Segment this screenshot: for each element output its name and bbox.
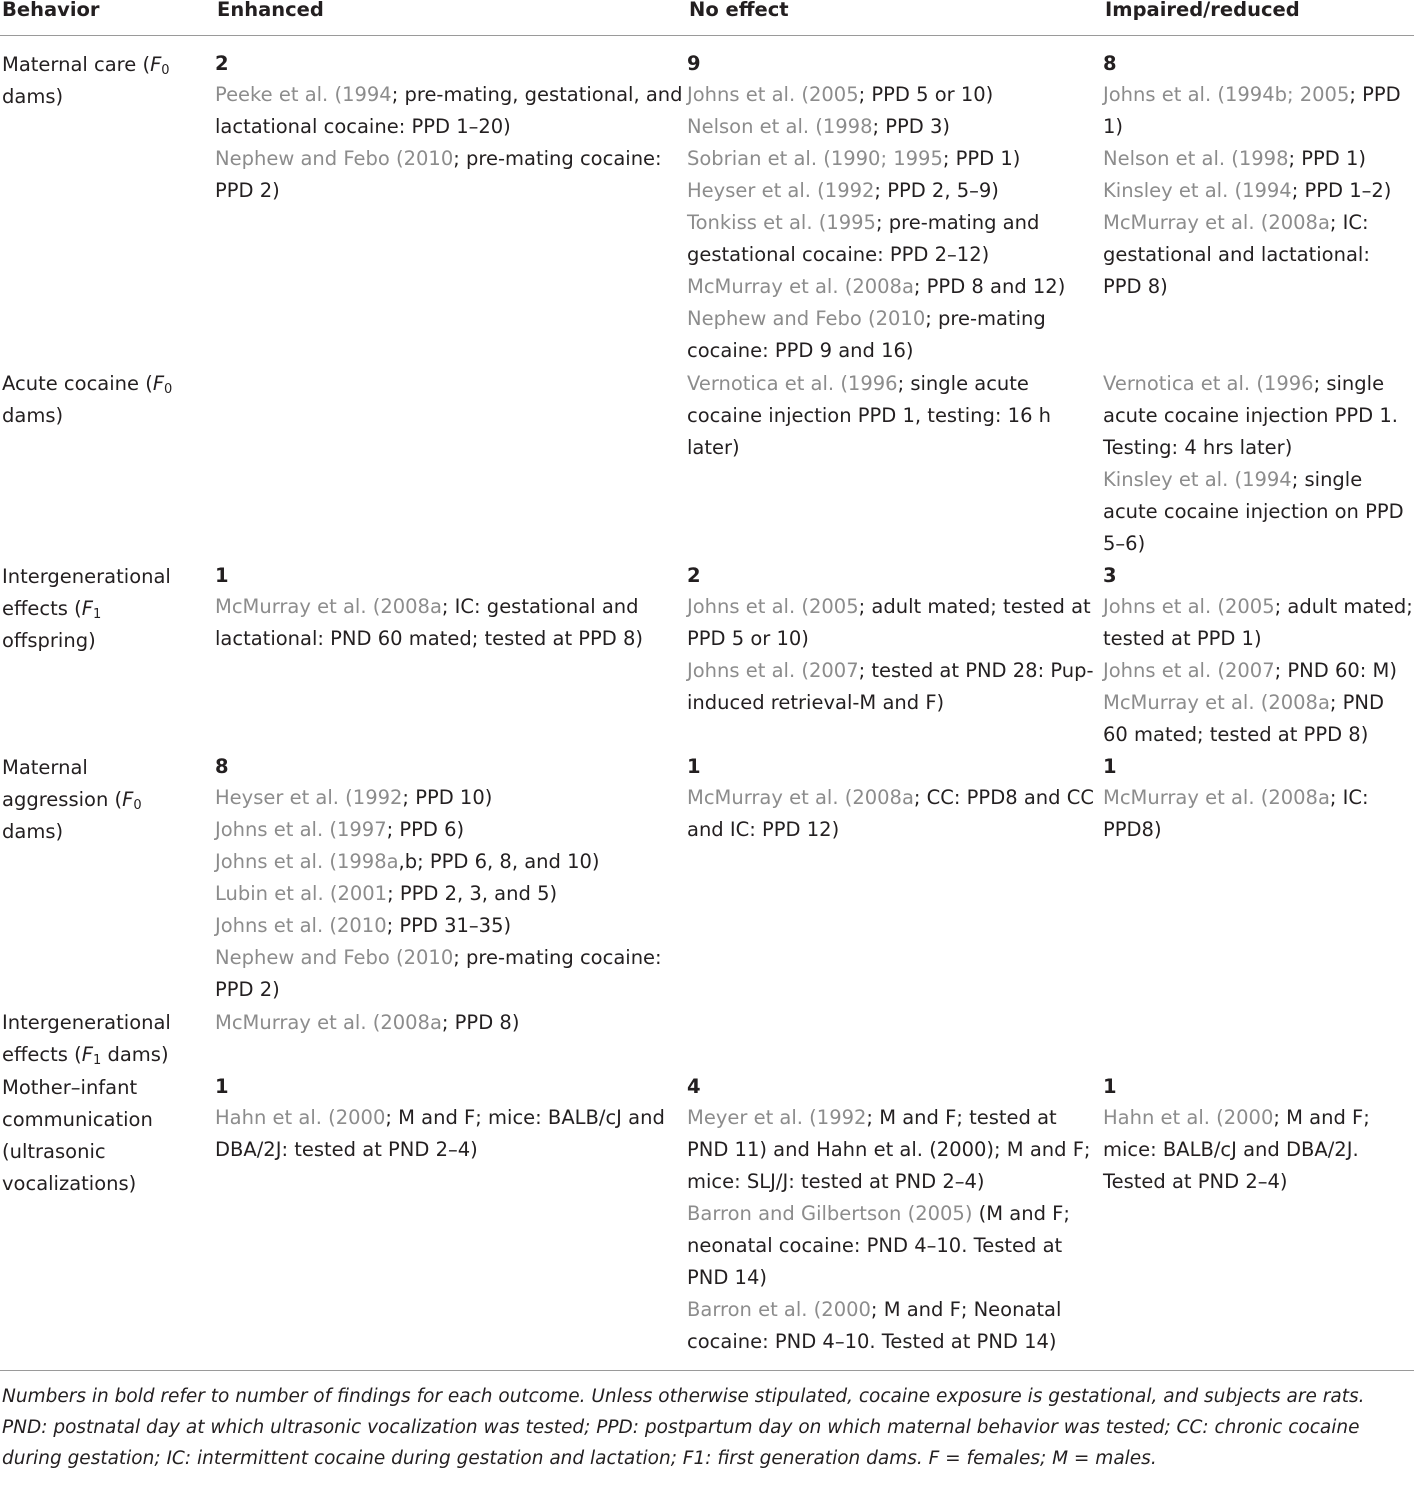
impaired-cell [1103, 560, 1414, 751]
reference [1103, 464, 1414, 560]
finding-count: 8 [1103, 52, 1117, 75]
reference-citation: Johns et al. (2007 [687, 659, 859, 682]
reference-citation: McMurray et al. (2008a [687, 275, 914, 298]
behavior-label-tail: offspring) [2, 629, 96, 652]
footnote-row [0, 1371, 1414, 1475]
reference [215, 1102, 687, 1166]
reference [687, 368, 1103, 464]
reference-citation: Vernotica et al. (1996 [1103, 372, 1314, 395]
behavior-label: Intergenerational effects ( [2, 565, 171, 620]
behavior-label: Maternal care ( [2, 53, 151, 76]
reference-note: ; PPD 1–2) [1291, 179, 1392, 202]
reference-note: ; IC: gestational and lactational: PND 60 mated; tested at PPD 8) [215, 595, 644, 650]
reference-note: ; PND 60: M) [1274, 659, 1397, 682]
finding-count: 2 [215, 52, 229, 75]
behavior-generation-index: 1 [92, 1053, 102, 1068]
behavior-label-tail: dams) [2, 820, 64, 843]
reference-citation: McMurray et al. (2008a [1103, 211, 1330, 234]
reference-citation: Johns et al. (2005 [1103, 595, 1275, 618]
reference [687, 271, 1103, 303]
table-row [0, 560, 1414, 751]
behavior-generation-index: 0 [164, 382, 173, 397]
reference-citation: Johns et al. (2005 [687, 595, 859, 618]
finding-count: 1 [215, 1075, 229, 1098]
behavior-generation: F [81, 1043, 93, 1066]
reference [1103, 143, 1414, 175]
reference [1103, 591, 1414, 655]
reference-note: ; pre-mating, gestational, and lactational cocaine: PPD 1–20) [215, 83, 683, 138]
behavior-label: Intergenerational effects ( [2, 1011, 171, 1066]
reference-citation: McMurray et al. (2008a [1103, 691, 1330, 714]
reference [687, 175, 1103, 207]
reference-note: ; PPD 31–35) [386, 914, 512, 937]
reference-citation: McMurray et al. (2008a [215, 595, 442, 618]
footnote [0, 1371, 1414, 1475]
behavior-generation-index: 1 [92, 607, 102, 622]
enhanced-cell [215, 560, 687, 751]
reference [687, 591, 1103, 655]
impaired-cell [1103, 751, 1414, 1006]
reference-note: ; PPD 1) [1288, 147, 1367, 170]
reference-citation: Nelson et al. (1998 [1103, 147, 1289, 170]
header-enhanced: Enhanced [215, 0, 687, 36]
reference [687, 303, 1103, 367]
reference-note: ; CC: PPD8 and CC and IC: PPD 12) [687, 786, 1094, 841]
reference-citation: Barron et al. (2000 [687, 1298, 871, 1321]
reference [687, 207, 1103, 271]
footnote-text: Numbers in bold refer to number of findings for each outcome. Unless otherwise stipulated, cocaine exposure is gestational, and subjects are rats. PND: postnatal day at which ultrasonic vocalization was tested; PPD: postpartum day on which maternal behavior was tested; CC: chronic cocaine during gestation; IC: intermittent cocaine during gestation and lactation; F1: first generation dams. F = females; M = males. [2, 1386, 1365, 1469]
reference [1103, 175, 1414, 207]
reference [1103, 655, 1414, 687]
reference-citation: Barron and Gilbertson (2005) [687, 1202, 973, 1225]
enhanced-cell [215, 1006, 687, 1071]
reference-citation: Sobrian et al. (1990; 1995 [687, 147, 943, 170]
header-no-effect: No effect [687, 0, 1103, 36]
enhanced-cell [215, 1071, 687, 1371]
reference-note: ; M and F; Neonatal cocaine: PND 4–10. Tested at PND 14) [687, 1298, 1062, 1353]
reference-citation: Tonkiss et al. (1995 [687, 211, 876, 234]
table-row [0, 1006, 1414, 1071]
behavior-cell [0, 367, 215, 560]
finding-count: 1 [1103, 1075, 1117, 1098]
reference-citation: Peeke et al. (1994 [215, 83, 392, 106]
reference [215, 782, 687, 814]
reference-note: ; PPD 2, 5–9) [874, 179, 999, 202]
reference [687, 79, 1103, 111]
reference-note: ; IC: gestational and lactational: PPD 8) [1103, 211, 1370, 298]
header-row [0, 0, 1414, 36]
reference-note: ; pre-mating cocaine: PPD 9 and 16) [687, 307, 1046, 362]
reference [215, 878, 687, 910]
reference [1103, 1102, 1414, 1198]
reference [215, 79, 687, 143]
table-body [0, 36, 1414, 1371]
reference-citation: Johns et al. (1994b; 2005 [1103, 83, 1350, 106]
reference-note: ; single acute cocaine injection on PPD 5–6) [1103, 468, 1404, 555]
reference-citation: McMurray et al. (2008a [215, 1011, 442, 1034]
no-effect-cell [687, 751, 1103, 1006]
reference [215, 846, 687, 878]
reference [1103, 207, 1414, 303]
reference-note: ; pre-mating cocaine: PPD 2) [215, 946, 662, 1001]
reference [1103, 368, 1414, 464]
reference-citation: Nelson et al. (1998 [687, 115, 873, 138]
behavior-cell [0, 1006, 215, 1071]
reference-note: ; single acute cocaine injection PPD 1, testing: 16 h later) [687, 372, 1052, 459]
enhanced-cell [215, 36, 687, 368]
reference-note: ; M and F; mice: BALB/cJ and DBA/2J: tested at PND 2–4) [215, 1106, 665, 1161]
no-effect-cell [687, 560, 1103, 751]
reference-note: ; adult mated; tested at PPD 1) [1103, 595, 1413, 650]
reference-citation: Lubin et al. (2001 [215, 882, 388, 905]
reference [215, 910, 687, 942]
reference-note: ; M and F; mice: BALB/cJ and DBA/2J. Tested at PND 2–4) [1103, 1106, 1370, 1193]
reference [215, 942, 687, 1006]
reference [215, 591, 687, 655]
behavior-generation: F [150, 53, 162, 76]
reference-citation: Kinsley et al. (1994 [1103, 468, 1292, 491]
reference-note: ; PPD 5 or 10) [858, 83, 994, 106]
finding-count: 1 [215, 564, 229, 587]
no-effect-cell [687, 1006, 1103, 1071]
reference-citation: Meyer et al. (1992 [687, 1106, 867, 1129]
reference-citation: Heyser et al. (1992 [687, 179, 875, 202]
table-row [0, 751, 1414, 1006]
table-row [0, 36, 1414, 368]
behavior-label: Maternal aggression ( [2, 756, 123, 811]
enhanced-cell [215, 367, 687, 560]
behavior-label: Mother–infant communication (ultrasonic vocalizations) [2, 1076, 153, 1195]
reference-citation: Johns et al. (2010 [215, 914, 387, 937]
no-effect-cell [687, 1071, 1103, 1371]
reference-citation: Johns et al. (1997 [215, 818, 387, 841]
reference [687, 1198, 1103, 1294]
reference-citation: Nephew and Febo (2010 [215, 147, 454, 170]
behavior-label-tail: dams) [2, 404, 64, 427]
reference [1103, 782, 1414, 846]
reference [687, 1294, 1103, 1358]
reference-note: ; PPD 3) [872, 115, 951, 138]
impaired-cell [1103, 36, 1414, 368]
behavior-generation: F [81, 597, 93, 620]
finding-count: 3 [1103, 564, 1117, 587]
no-effect-cell [687, 367, 1103, 560]
behavior-generation: F [152, 372, 165, 395]
finding-count: 2 [687, 564, 701, 587]
reference-note: ; IC: PPD8) [1103, 786, 1369, 841]
enhanced-cell [215, 751, 687, 1006]
behavior-cell [0, 1071, 215, 1371]
reference-citation: Johns et al. (2005 [687, 83, 859, 106]
reference-citation: McMurray et al. (2008a [1103, 786, 1330, 809]
reference-note: ; PPD 1) [1103, 83, 1401, 138]
table-row [0, 1071, 1414, 1371]
reference-citation: Vernotica et al. (1996 [687, 372, 898, 395]
reference-citation: Heyser et al. (1992 [215, 786, 403, 809]
reference-citation: Nephew and Febo (2010 [687, 307, 926, 330]
reference-citation: McMurray et al. (2008a [687, 786, 914, 809]
reference [1103, 79, 1414, 143]
finding-count: 4 [687, 1075, 701, 1098]
behavior-cell [0, 751, 215, 1006]
reference-note: ; adult mated; tested at PPD 5 or 10) [687, 595, 1091, 650]
reference [687, 143, 1103, 175]
reference-note: ; PND 60 mated; tested at PPD 8) [1103, 691, 1385, 746]
reference-note: (M and F; neonatal cocaine: PND 4–10. Tested at PND 14) [687, 1202, 1070, 1289]
impaired-cell [1103, 1071, 1414, 1371]
behavior-generation: F [122, 788, 134, 811]
reference-note: ; PPD 1) [942, 147, 1021, 170]
reference [687, 111, 1103, 143]
reference-citation: Hahn et al. (2000 [215, 1106, 386, 1129]
finding-count: 9 [687, 52, 701, 75]
reference-note: ; PPD 8) [441, 1011, 520, 1034]
reference-citation: Nephew and Febo (2010 [215, 946, 454, 969]
reference [215, 143, 687, 207]
finding-count: 1 [687, 755, 701, 778]
behavior-label: Acute cocaine ( [2, 372, 153, 395]
behavior-label-tail: dams) [2, 85, 64, 108]
reference-note: ; PPD 10) [402, 786, 493, 809]
behavior-cell [0, 36, 215, 368]
reference-note: ; PPD 8 and 12) [913, 275, 1066, 298]
reference [687, 782, 1103, 846]
finding-count: 8 [215, 755, 229, 778]
header-impaired: Impaired/reduced [1103, 0, 1414, 36]
behavior-label-tail: dams) [101, 1043, 169, 1066]
behavior-generation-index: 0 [161, 63, 170, 78]
reference-citation: Johns et al. (1998a [215, 850, 399, 873]
reference-note: ; single acute cocaine injection PPD 1. Testing: 4 hrs later) [1103, 372, 1398, 459]
reference-note: ; PPD 6) [386, 818, 465, 841]
reference-note: ; pre-mating and gestational cocaine: PPD 2–12) [687, 211, 1040, 266]
reference [215, 1007, 687, 1039]
reference [1103, 687, 1414, 751]
reference-note: ; pre-mating cocaine: PPD 2) [215, 147, 662, 202]
reference-note: ; tested at PND 28: Pup-induced retrieval-M and F) [687, 659, 1094, 714]
finding-count: 1 [1103, 755, 1117, 778]
reference [687, 1102, 1103, 1198]
reference-citation: Johns et al. (2007 [1103, 659, 1275, 682]
impaired-cell [1103, 1006, 1414, 1071]
impaired-cell [1103, 367, 1414, 560]
table-row [0, 367, 1414, 560]
reference [687, 655, 1103, 719]
reference-note: ,b; PPD 6, 8, and 10) [398, 850, 600, 873]
reference-citation: Hahn et al. (2000 [1103, 1106, 1274, 1129]
reference-citation: Kinsley et al. (1994 [1103, 179, 1292, 202]
behavior-generation-index: 0 [133, 798, 142, 813]
reference-note: ; M and F; tested at PND 11) and Hahn et al. (2000); M and F; mice: SLJ/J: tested at PND 2–4) [687, 1106, 1091, 1193]
behavior-cell [0, 560, 215, 751]
reference-note: ; PPD 2, 3, and 5) [387, 882, 558, 905]
reference [215, 814, 687, 846]
no-effect-cell [687, 36, 1103, 368]
header-behavior: Behavior [0, 0, 215, 36]
